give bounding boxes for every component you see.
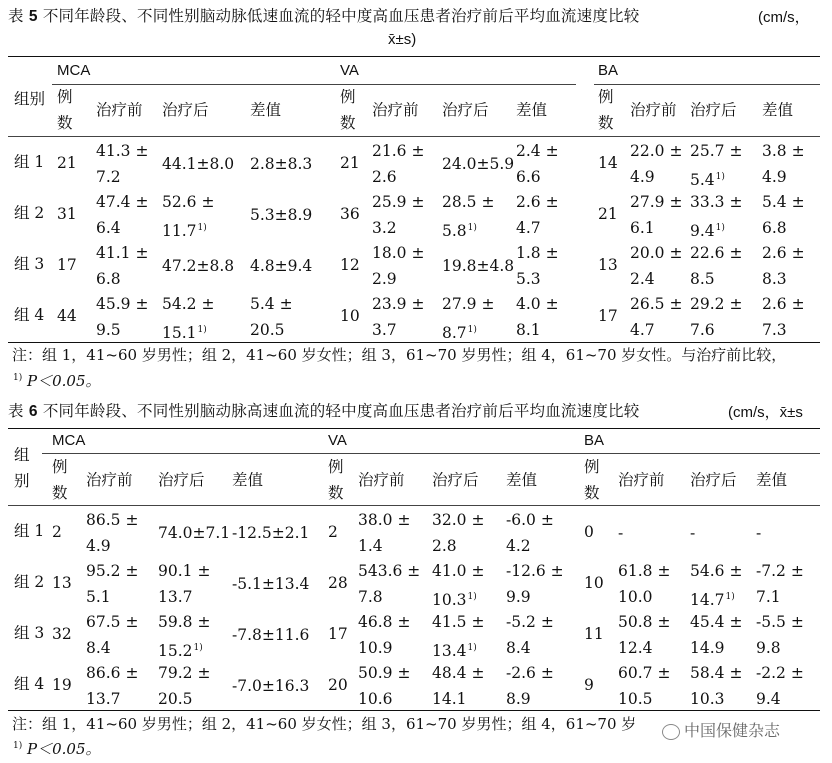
header-n-1: 例 — [52, 458, 68, 476]
cell-n: 36 — [340, 205, 360, 223]
cell-after-sd — [442, 215, 477, 244]
footnote-mark: 1) — [13, 741, 23, 751]
sd-value: 10.3 — [690, 690, 725, 708]
sd-value: 13.7 — [158, 588, 193, 606]
sd-value: 6.4 — [96, 219, 121, 237]
sd-value: 13.7 — [86, 690, 121, 708]
cell-diff-sd — [762, 266, 787, 292]
cell-before-mean: 41.1 ± — [96, 244, 149, 262]
header-diff: 差值 — [250, 101, 282, 119]
sd-value: 3.7 — [372, 321, 397, 339]
cell-before-sd — [86, 533, 111, 559]
table6-va-rule — [326, 453, 580, 454]
header-va: VA — [328, 432, 347, 449]
cell-after-sd — [432, 686, 467, 712]
cell-n: 0 — [584, 523, 594, 541]
cell-after-sd — [158, 584, 193, 610]
cell-n: 31 — [57, 205, 77, 223]
sd-value: 20.5 — [158, 690, 193, 708]
cell-n: 21 — [340, 154, 360, 172]
sd-value: 9.8 — [756, 639, 781, 657]
cell-before-mean: 41.3 ± — [96, 142, 149, 160]
row-group-label: 组 4 — [14, 305, 45, 324]
header-ba: BA — [584, 432, 605, 449]
table6-head-rule — [8, 505, 820, 506]
header-after: 治疗后 — [690, 471, 737, 489]
sd-value: 4.9 — [630, 168, 655, 186]
table5-unit-2: x̄±s) — [388, 31, 417, 48]
cell-n: 9 — [584, 676, 594, 694]
header-after: 治疗后 — [158, 471, 205, 489]
cell-after-mean: 28.5 ± — [442, 193, 495, 211]
cell-diff-mean: 4.0 ± — [516, 295, 559, 313]
cell-diff-mean: 2.6 ± — [762, 244, 805, 262]
cell-before-mean: 25.9 ± — [372, 193, 425, 211]
footnote-mark: 1) — [715, 223, 725, 233]
cell-before-sd — [358, 686, 393, 712]
cell-before-mean: 47.4 ± — [96, 193, 149, 211]
cell-n: 21 — [598, 205, 618, 223]
footnote-mark: 1) — [715, 172, 725, 182]
sd-value: 7.2 — [96, 168, 121, 186]
cell-before: - — [618, 524, 624, 542]
cell-n: 19 — [52, 676, 72, 694]
cell-before-sd — [372, 317, 397, 343]
sd-value: 4.7 — [516, 219, 541, 237]
sd-value: 8.9 — [506, 690, 531, 708]
sd-value: 15.2 — [158, 642, 193, 661]
cell-n: 14 — [598, 154, 618, 172]
cell-diff-sd — [756, 686, 781, 712]
footnote-mark: 1) — [197, 325, 207, 335]
sd-value: 2.8 — [432, 537, 457, 555]
cell-before-mean: 67.5 ± — [86, 613, 139, 631]
cell-after: - — [690, 524, 696, 542]
header-after: 治疗后 — [442, 101, 489, 119]
table-number: 5 — [28, 8, 38, 25]
table6-note-line2: P＜0.05。 — [22, 740, 101, 758]
header-n-1: 例 — [328, 458, 344, 476]
sd-value: 7.8 — [358, 588, 383, 606]
row-group-label: 组 3 — [14, 254, 45, 273]
sd-value: 4.9 — [86, 537, 111, 555]
row-group-label: 组 2 — [14, 203, 45, 222]
cell-diff-sd — [756, 635, 781, 661]
cell-diff-mean: 1.8 ± — [516, 244, 559, 262]
table6-note — [12, 713, 636, 734]
cell-before-mean: 86.6 ± — [86, 664, 139, 682]
sd-value: 9.4 — [690, 222, 715, 241]
cell-after-mean: 45.4 ± — [690, 613, 743, 631]
header-mca: MCA — [52, 432, 86, 449]
row-group-label: 组 4 — [14, 674, 45, 693]
cell-diff-mean: 5.4 ± — [762, 193, 805, 211]
cell-n: 17 — [57, 256, 77, 274]
sd-value: 14.7 — [690, 591, 725, 610]
cell-after-sd — [162, 317, 207, 346]
cell-before-sd — [372, 215, 397, 241]
sd-value: 10.9 — [358, 639, 393, 657]
cell-diff-mean: -5.5 ± — [756, 613, 804, 631]
sd-value: 4.7 — [630, 321, 655, 339]
header-n-1: 例 — [57, 88, 73, 106]
cell-before-sd — [96, 266, 121, 292]
header-n-2: 数 — [598, 114, 614, 132]
header-before: 治疗前 — [372, 101, 419, 119]
cell-n: 10 — [584, 574, 604, 592]
sd-value: 4.2 — [506, 537, 531, 555]
cell-after-mean: 90.1 ± — [158, 562, 211, 580]
cell-n: 17 — [328, 625, 348, 643]
cell-before-sd — [358, 635, 393, 661]
sd-value: 1.4 — [358, 537, 383, 555]
cell-after-sd — [162, 215, 207, 244]
cell-before-mean: 543.6 ± — [358, 562, 421, 580]
sd-value: 7.3 — [762, 321, 787, 339]
cell-diff-mean: -2.6 ± — [506, 664, 554, 682]
table-title: 不同年龄段、不同性别脑动脉低速血流的轻中度高血压患者治疗前后平均血流速度比较 — [42, 7, 640, 25]
cell-diff-mean: 5.4 ± — [250, 295, 293, 313]
footnote-mark: 1) — [193, 643, 203, 653]
cell-after-sd — [690, 635, 725, 661]
table6-unit: (cm/s，x̄±s — [728, 404, 803, 421]
cell-diff-sd — [506, 686, 531, 712]
cell-diff-sd — [516, 317, 541, 343]
sd-value: 10.6 — [358, 690, 393, 708]
watermark-logo — [662, 718, 780, 741]
header-diff: 差值 — [762, 101, 794, 119]
cell-after-mean: 29.2 ± — [690, 295, 743, 313]
cell-diff-mean: -2.2 ± — [756, 664, 804, 682]
header-n-2: 数 — [328, 484, 344, 502]
sd-value: 8.7 — [442, 324, 467, 343]
cell-diff: -7.0±16.3 — [232, 677, 310, 695]
sd-value: 9.9 — [506, 588, 531, 606]
cell-n: 11 — [584, 625, 604, 643]
sd-value: 5.8 — [442, 222, 467, 241]
cell-diff-mean: 2.6 ± — [516, 193, 559, 211]
cell-diff-mean: 3.8 ± — [762, 142, 805, 160]
header-n-1: 例 — [340, 88, 356, 106]
footnote-mark: 1) — [197, 223, 207, 233]
cell-before-sd — [358, 584, 383, 610]
header-ba: BA — [598, 62, 619, 79]
cell-before-mean: 27.9 ± — [630, 193, 683, 211]
cell-diff-mean: -6.0 ± — [506, 511, 554, 529]
cell-n: 21 — [57, 154, 77, 172]
cell-before-mean: 50.9 ± — [358, 664, 411, 682]
sd-value: 11.7 — [162, 222, 197, 241]
sd-value: 20.5 — [250, 321, 285, 339]
cell-diff-mean: 2.6 ± — [762, 295, 805, 313]
header-n-1: 例 — [584, 458, 600, 476]
footnote-mark: 1) — [467, 223, 477, 233]
cell-before-sd — [630, 164, 655, 190]
table5-top-rule — [8, 56, 820, 57]
cell-n: 17 — [598, 307, 618, 325]
header-after: 治疗后 — [690, 101, 737, 119]
cell-diff-sd — [506, 584, 531, 610]
wechat-icon — [662, 724, 680, 740]
table5-va-rule — [338, 84, 576, 85]
cell-n: 28 — [328, 574, 348, 592]
cell-after: 44.1±8.0 — [162, 155, 235, 173]
header-diff: 差值 — [506, 471, 538, 489]
table6-note-line1: 注：组 1，41~60 岁男性；组 2，41~60 岁女性；组 3，61~70 岁男性；组 4，61~70 岁 — [12, 715, 637, 733]
sd-value: 10.5 — [618, 690, 653, 708]
cell-diff: -7.8±11.6 — [232, 626, 310, 644]
header-group: 组别 — [14, 90, 46, 108]
row-group-label: 组 1 — [14, 521, 45, 540]
sd-value: 8.3 — [762, 270, 787, 288]
header-before: 治疗前 — [358, 471, 405, 489]
cell-diff-sd — [516, 266, 541, 292]
cell-before-sd — [630, 215, 655, 241]
cell-before-sd — [96, 215, 121, 241]
table5-note-line2: P＜0.05。 — [22, 372, 101, 390]
cell-after-mean: 52.6 ± — [162, 193, 215, 211]
footnote-mark: 1) — [467, 643, 477, 653]
table6-ba-rule — [580, 453, 820, 454]
cell-after-sd — [690, 317, 715, 343]
cell-before-sd — [630, 317, 655, 343]
header-after: 治疗后 — [432, 471, 479, 489]
header-diff: 差值 — [756, 471, 788, 489]
cell-diff-mean: 2.4 ± — [516, 142, 559, 160]
table5-ba-rule — [594, 84, 820, 85]
table6-caption — [8, 399, 639, 421]
cell-n: 20 — [328, 676, 348, 694]
sd-value: 4.9 — [762, 168, 787, 186]
cell-before-sd — [96, 317, 121, 343]
cell-before-mean: 61.8 ± — [618, 562, 671, 580]
cell-after-mean: 58.4 ± — [690, 664, 743, 682]
sd-value: 13.4 — [432, 642, 467, 661]
cell-n: 12 — [340, 256, 360, 274]
cell-after-sd — [158, 686, 193, 712]
sd-value: 12.4 — [618, 639, 653, 657]
cell-before-mean: 38.0 ± — [358, 511, 411, 529]
sd-value: 6.1 — [630, 219, 655, 237]
cell-before-sd — [96, 164, 121, 190]
cell-after-mean: 79.2 ± — [158, 664, 211, 682]
cell-after-mean: 33.3 ± — [690, 193, 743, 211]
cell-before-mean: 95.2 ± — [86, 562, 139, 580]
cell-n: 13 — [52, 574, 72, 592]
cell-before-mean: 22.0 ± — [630, 142, 683, 160]
cell-n: 32 — [52, 625, 72, 643]
header-after: 治疗后 — [162, 101, 209, 119]
cell-n: 2 — [328, 523, 338, 541]
footnote-mark: 1) — [725, 592, 735, 602]
sd-value: 5.4 — [690, 171, 715, 190]
cell-after: 24.0±5.9 — [442, 155, 515, 173]
table-title: 不同年龄段、不同性别脑动脉高速血流的轻中度高血压患者治疗前后平均血流速度比较 — [42, 402, 640, 420]
row-group-label: 组 3 — [14, 623, 45, 642]
sd-value: 3.2 — [372, 219, 397, 237]
header-n-2: 数 — [57, 114, 73, 132]
header-n-2: 数 — [584, 484, 600, 502]
cell-diff-sd — [506, 635, 531, 661]
cell-before-mean: 46.8 ± — [358, 613, 411, 631]
watermark-text: 中国保健杂志 — [684, 723, 781, 740]
header-group: 组 — [14, 446, 30, 464]
table-number: 6 — [28, 403, 38, 420]
cell-before-mean: 23.9 ± — [372, 295, 425, 313]
cell-diff-sd — [756, 584, 781, 610]
sd-value: 9.5 — [96, 321, 121, 339]
cell-before-mean: 86.5 ± — [86, 511, 139, 529]
cell-before-sd — [358, 533, 383, 559]
cell-after-mean: 48.4 ± — [432, 664, 485, 682]
table5-head-rule — [8, 136, 820, 137]
cell-after-mean: 54.2 ± — [162, 295, 215, 313]
cell-diff-sd — [762, 164, 787, 190]
sd-value: 7.1 — [756, 588, 781, 606]
cell-diff-sd — [516, 164, 541, 190]
sd-value: 8.1 — [516, 321, 541, 339]
cell-n: 44 — [57, 307, 77, 325]
cell-before-sd — [630, 266, 655, 292]
table5-mca-rule — [52, 84, 338, 85]
sd-value: 2.9 — [372, 270, 397, 288]
cell-after-sd — [690, 686, 725, 712]
sd-value: 2.4 — [630, 270, 655, 288]
table5-unit-1: (cm/s， — [758, 9, 810, 26]
sd-value: 7.6 — [690, 321, 715, 339]
cell-after-sd — [690, 266, 715, 292]
row-group-label: 组 2 — [14, 572, 45, 591]
sd-value: 6.8 — [762, 219, 787, 237]
cell-before-sd — [372, 266, 397, 292]
table5-note-line1: 注：组 1，41~60 岁男性；组 2，41~60 岁女性；组 3，61~70 岁男性；组 4，61~70 岁女性。与治疗前比较， — [12, 346, 787, 364]
row-group-label: 组 1 — [14, 152, 45, 171]
header-diff: 差值 — [232, 471, 264, 489]
header-va: VA — [340, 62, 359, 79]
cell-diff: 2.8±8.3 — [250, 155, 313, 173]
sd-value: 8.4 — [506, 639, 531, 657]
header-group-2: 别 — [14, 472, 30, 490]
header-diff: 差值 — [516, 101, 548, 119]
cell-before-mean: 18.0 ± — [372, 244, 425, 262]
cell-before-mean: 45.9 ± — [96, 295, 149, 313]
cell-after-mean: 54.6 ± — [690, 562, 743, 580]
cell-before-sd — [86, 635, 111, 661]
sd-value: 14.9 — [690, 639, 725, 657]
cell-after-mean: 25.7 ± — [690, 142, 743, 160]
cell-diff: 4.8±9.4 — [250, 257, 313, 275]
table5-note-2 — [12, 370, 101, 391]
sd-value: 2.6 — [372, 168, 397, 186]
table5-caption — [8, 4, 639, 26]
cell-before-sd — [86, 584, 111, 610]
cell-diff-sd — [250, 317, 285, 343]
footnote-mark: 1) — [467, 325, 477, 335]
footnote-mark: 1) — [467, 592, 477, 602]
table5-note — [12, 344, 786, 365]
footnote-mark: 1) — [13, 373, 23, 383]
header-before: 治疗前 — [96, 101, 143, 119]
table6-note-2 — [12, 738, 101, 759]
cell-diff: -12.5±2.1 — [232, 524, 310, 542]
sd-value: 8.5 — [690, 270, 715, 288]
cell-diff-sd — [762, 317, 787, 343]
cell-n: 2 — [52, 523, 62, 541]
sd-value: 14.1 — [432, 690, 467, 708]
cell-after-mean: 41.5 ± — [432, 613, 485, 631]
cell-diff-sd — [516, 215, 541, 241]
cell-diff: - — [756, 524, 762, 542]
cell-before-sd — [618, 635, 653, 661]
header-n-2: 数 — [52, 484, 68, 502]
cell-after-mean: 32.0 ± — [432, 511, 485, 529]
sd-value: 5.1 — [86, 588, 111, 606]
cell-diff: -5.1±13.4 — [232, 575, 310, 593]
cell-n: 10 — [340, 307, 360, 325]
cell-diff-sd — [762, 215, 787, 241]
header-before: 治疗前 — [630, 101, 677, 119]
cell-before-mean: 21.6 ± — [372, 142, 425, 160]
cell-after: 74.0±7.1 — [158, 524, 231, 542]
sd-value: 10.0 — [618, 588, 653, 606]
cell-diff-sd — [506, 533, 531, 559]
table-label: 表 — [8, 7, 24, 25]
table-label: 表 — [8, 402, 24, 420]
header-before: 治疗前 — [86, 471, 133, 489]
header-mca: MCA — [57, 62, 91, 79]
cell-after: 47.2±8.8 — [162, 257, 235, 275]
sd-value: 6.6 — [516, 168, 541, 186]
cell-diff-mean: -7.2 ± — [756, 562, 804, 580]
cell-before-mean: 20.0 ± — [630, 244, 683, 262]
cell-after-sd — [442, 317, 477, 346]
cell-before-mean: 26.5 ± — [630, 295, 683, 313]
cell-before-sd — [86, 686, 121, 712]
cell-before-sd — [618, 686, 653, 712]
sd-value: 9.4 — [756, 690, 781, 708]
sd-value: 15.1 — [162, 324, 197, 343]
cell-n: 13 — [598, 256, 618, 274]
cell-after-mean: 59.8 ± — [158, 613, 211, 631]
cell-after-mean: 27.9 ± — [442, 295, 495, 313]
cell-before-sd — [618, 584, 653, 610]
sd-value: 8.4 — [86, 639, 111, 657]
header-n-1: 例 — [598, 88, 614, 106]
header-before: 治疗前 — [618, 471, 665, 489]
cell-before-sd — [372, 164, 397, 190]
cell-diff: 5.3±8.9 — [250, 206, 313, 224]
cell-after-sd — [432, 533, 457, 559]
cell-before-mean: 60.7 ± — [618, 664, 671, 682]
cell-diff-mean: -5.2 ± — [506, 613, 554, 631]
cell-after: 19.8±4.8 — [442, 257, 515, 275]
sd-value: 5.3 — [516, 270, 541, 288]
cell-diff-mean: -12.6 ± — [506, 562, 564, 580]
header-n-2: 数 — [340, 114, 356, 132]
table6-top-rule — [8, 428, 820, 429]
cell-before-mean: 50.8 ± — [618, 613, 671, 631]
sd-value: 6.8 — [96, 270, 121, 288]
sd-value: 10.3 — [432, 591, 467, 610]
cell-after-mean: 22.6 ± — [690, 244, 743, 262]
cell-after-mean: 41.0 ± — [432, 562, 485, 580]
